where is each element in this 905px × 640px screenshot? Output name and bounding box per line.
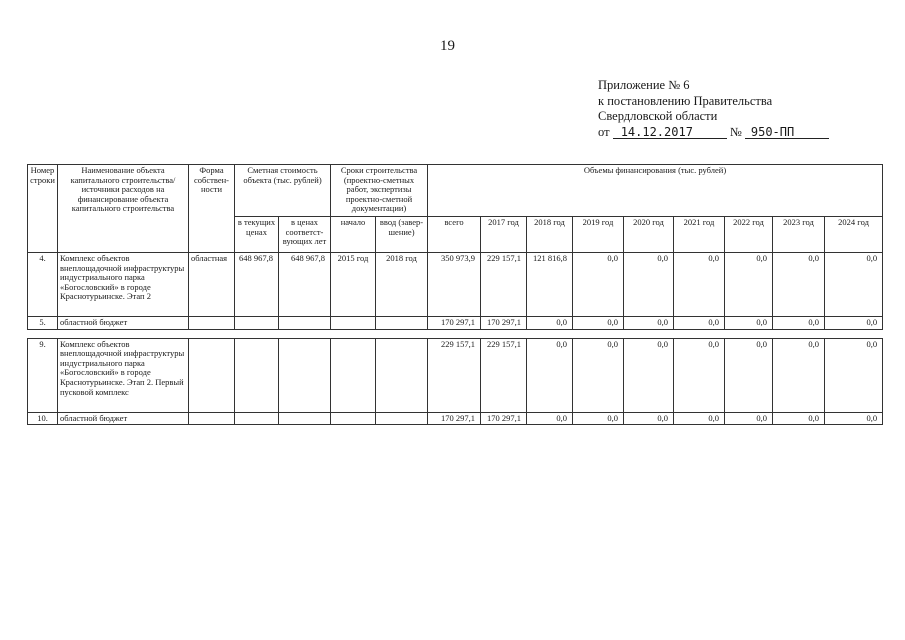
total-value: 170 297,1 <box>428 317 481 330</box>
header-year: 2021 год <box>674 217 725 253</box>
year-value: 0,0 <box>624 412 674 425</box>
header-year: 2024 год <box>825 217 883 253</box>
appendix-date-line <box>598 125 829 141</box>
year-value: 0,0 <box>825 412 883 425</box>
year-value: 0,0 <box>725 317 773 330</box>
total-value: 350 973,9 <box>428 253 481 317</box>
ownership: областная <box>189 253 235 317</box>
year-value: 0,0 <box>527 338 573 412</box>
year-value: 0,0 <box>773 253 825 317</box>
year-value: 170 297,1 <box>481 412 527 425</box>
object-name: областной бюджет <box>58 412 189 425</box>
row-number: 10. <box>28 412 58 425</box>
page-number: 19 <box>440 38 455 54</box>
object-name: Комплекс объектов внеплощадочной инфраструктуры индустриального парка «Богословский» в городе Краснотурьинске. Этап 2 <box>58 253 189 317</box>
year-value: 0,0 <box>825 338 883 412</box>
appendix-title: Приложение № 6 <box>598 78 690 92</box>
appendix-block <box>598 78 829 140</box>
cost-relevant <box>279 317 331 330</box>
ownership <box>189 338 235 412</box>
year-value: 0,0 <box>624 338 674 412</box>
header-year: 2019 год <box>573 217 624 253</box>
year-value: 0,0 <box>624 317 674 330</box>
year-value: 0,0 <box>573 412 624 425</box>
year-value: 0,0 <box>573 253 624 317</box>
ownership <box>189 412 235 425</box>
year-value: 0,0 <box>527 412 573 425</box>
cost-current: 648 967,8 <box>235 253 279 317</box>
year-value: 0,0 <box>674 317 725 330</box>
year-value: 0,0 <box>674 412 725 425</box>
header-year: 2022 год <box>725 217 773 253</box>
date-prefix: от <box>598 124 610 139</box>
cost-relevant <box>279 412 331 425</box>
cost-current <box>235 338 279 412</box>
header-estimated-cost: Сметная стоимость объекта (тыс. рублей) <box>235 165 331 217</box>
header-object-name: Наименование объекта капитального строительства/ источники расходов на финансирование объекта капитального строительства <box>58 165 189 253</box>
object-name: областной бюджет <box>58 317 189 330</box>
year-value: 0,0 <box>527 317 573 330</box>
cost-relevant <box>279 338 331 412</box>
header-year: 2020 год <box>624 217 674 253</box>
term-end <box>376 338 428 412</box>
total-value: 229 157,1 <box>428 338 481 412</box>
year-value: 229 157,1 <box>481 338 527 412</box>
header-year: 2017 год <box>481 217 527 253</box>
year-value: 0,0 <box>773 317 825 330</box>
table-row <box>28 338 883 412</box>
year-value: 0,0 <box>825 317 883 330</box>
table-row <box>28 253 883 317</box>
year-value: 0,0 <box>573 317 624 330</box>
appendix-decree: к постановлению Правительства <box>598 93 773 108</box>
header-year: 2023 год <box>773 217 825 253</box>
year-value: 0,0 <box>573 338 624 412</box>
row-number: 5. <box>28 317 58 330</box>
cost-relevant: 648 967,8 <box>279 253 331 317</box>
table-gap <box>28 329 883 338</box>
header-total: всего <box>428 217 481 253</box>
term-start: 2015 год <box>331 253 376 317</box>
year-value: 0,0 <box>674 253 725 317</box>
table-row <box>28 317 883 330</box>
gap-cell <box>28 329 883 338</box>
header-cost-relevant: в ценах соответст-вующих лет <box>279 217 331 253</box>
header-financing: Объемы финансирования (тыс. рублей) <box>428 165 883 217</box>
year-value: 0,0 <box>725 253 773 317</box>
year-value: 0,0 <box>624 253 674 317</box>
header-term-start: начало <box>331 217 376 253</box>
ownership <box>189 317 235 330</box>
term-start <box>331 338 376 412</box>
total-value: 170 297,1 <box>428 412 481 425</box>
year-value: 170 297,1 <box>481 317 527 330</box>
year-value: 0,0 <box>773 412 825 425</box>
table-row <box>28 412 883 425</box>
year-value: 0,0 <box>725 338 773 412</box>
row-number: 9. <box>28 338 58 412</box>
header-row-number: Номер строки <box>28 165 58 253</box>
header-construction-terms: Сроки строительства (проектно-сметных работ, экспертизы проектно-сметной документации) <box>331 165 428 217</box>
term-end: 2018 год <box>376 253 428 317</box>
number-prefix: № <box>729 124 742 139</box>
object-name: Комплекс объектов внеплощадочной инфраструктуры индустриального парка «Богословский» в городе Краснотурьинске. Этап 2. Первый пусковой комплекс <box>58 338 189 412</box>
cost-current <box>235 317 279 330</box>
year-value: 229 157,1 <box>481 253 527 317</box>
header-year: 2018 год <box>527 217 573 253</box>
header-cost-current: в текущих ценах <box>235 217 279 253</box>
header-term-end: ввод (завер-шение) <box>376 217 428 253</box>
decree-date: 14.12.2017 <box>613 126 727 139</box>
decree-number: 950-ПП <box>745 126 829 139</box>
row-number: 4. <box>28 253 58 317</box>
year-value: 0,0 <box>773 338 825 412</box>
financing-table <box>27 164 883 425</box>
year-value: 0,0 <box>725 412 773 425</box>
header-ownership: Форма собствен-ности <box>189 165 235 253</box>
term-end <box>376 317 428 330</box>
term-end <box>376 412 428 425</box>
year-value: 0,0 <box>674 338 725 412</box>
year-value: 121 816,8 <box>527 253 573 317</box>
cost-current <box>235 412 279 425</box>
term-start <box>331 412 376 425</box>
year-value: 0,0 <box>825 253 883 317</box>
appendix-region: Свердловской области <box>598 109 718 123</box>
term-start <box>331 317 376 330</box>
